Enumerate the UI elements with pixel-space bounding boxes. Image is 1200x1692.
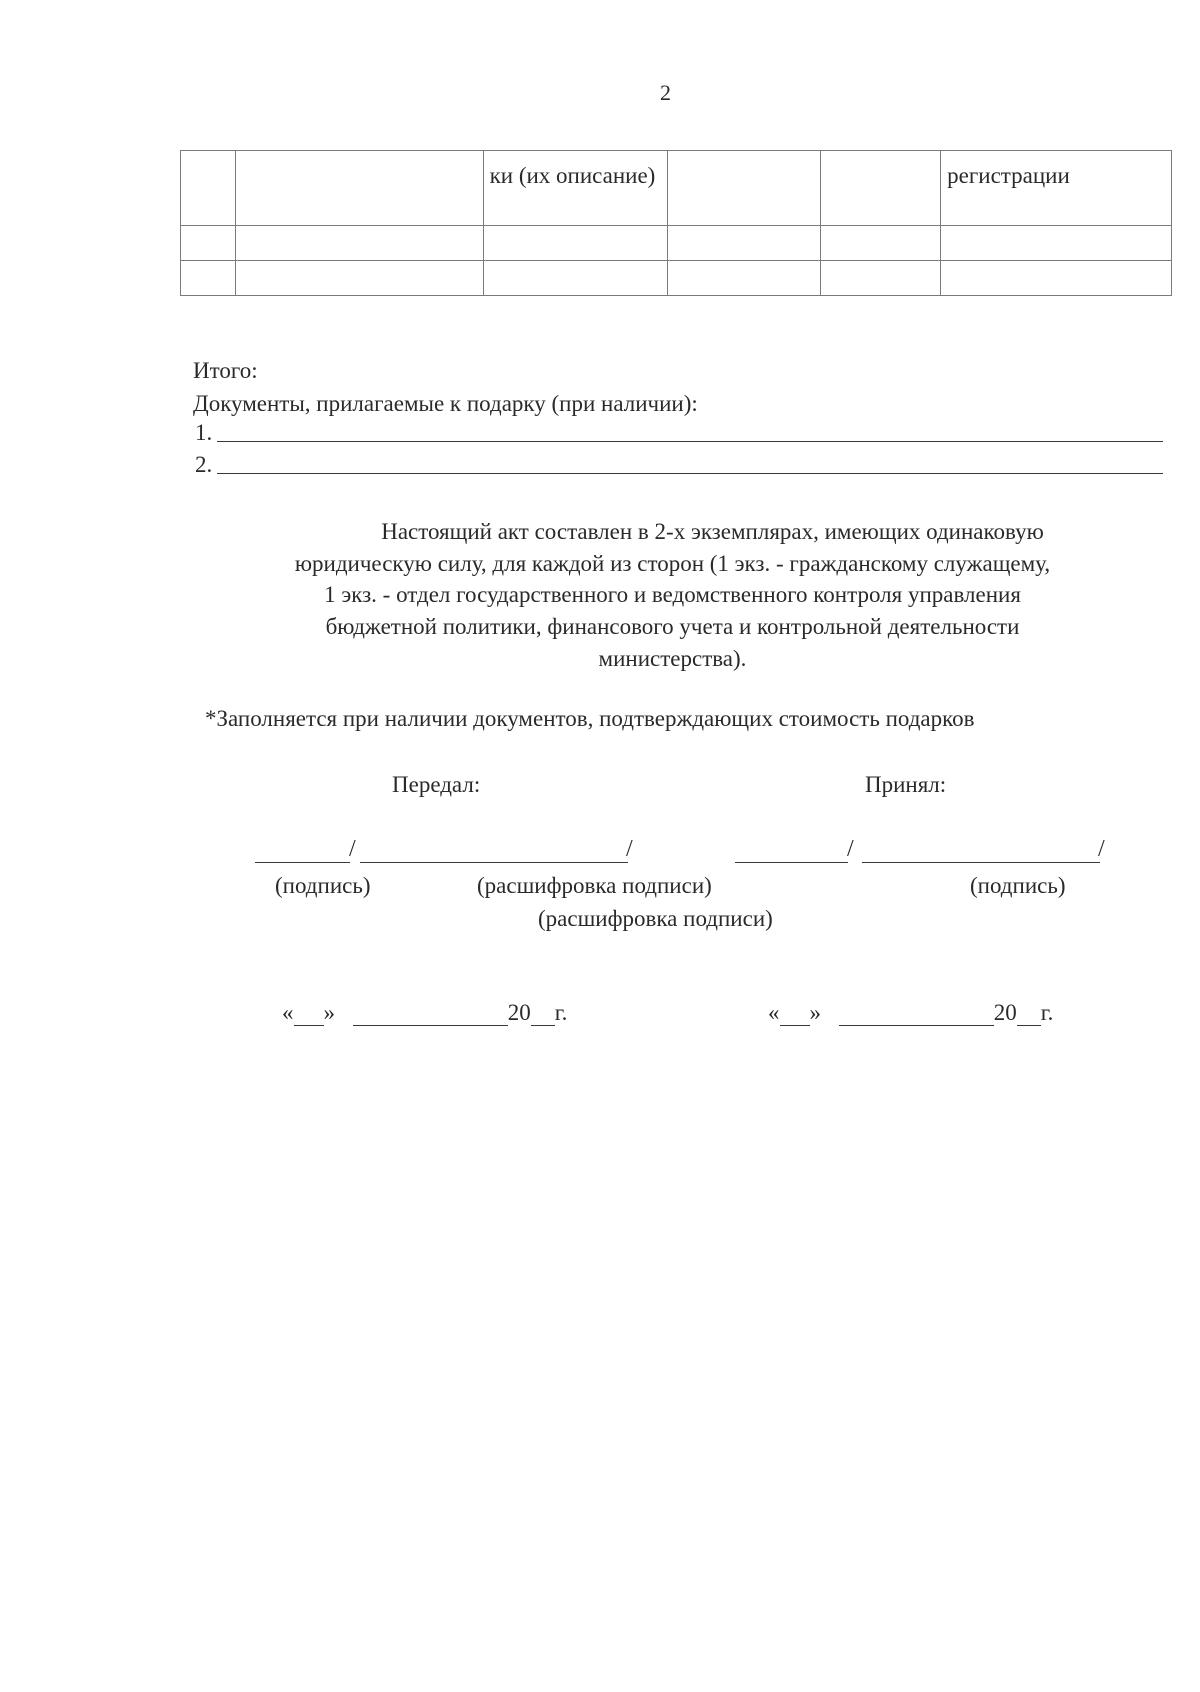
- year-blank: [531, 1003, 555, 1026]
- statement-line: Настоящий акт составлен в 2-х экземплярах, имеющих одинаковую: [381, 519, 1044, 544]
- table-cell: [668, 151, 821, 226]
- table-cell: ки (их описание): [483, 151, 668, 226]
- year-suffix: г.: [554, 1000, 568, 1025]
- date-line-left: [282, 1000, 567, 1026]
- passed-label: Передал:: [392, 772, 481, 797]
- signature-separator: /: [626, 836, 633, 862]
- table-cell: [181, 226, 236, 261]
- month-blank: [353, 1003, 508, 1026]
- close-quote: »: [323, 1000, 335, 1025]
- open-quote: «: [282, 1000, 294, 1025]
- gift-table: [180, 150, 1172, 296]
- document-item-line: [195, 452, 215, 478]
- accepted-label: Принял:: [865, 772, 947, 797]
- table-cell: [235, 261, 483, 296]
- year-suffix: г.: [1040, 1000, 1054, 1025]
- document-item-number: 2.: [195, 452, 213, 477]
- table-cell: [941, 261, 1172, 296]
- table-cell: регистрации: [941, 151, 1172, 226]
- table-cell: [821, 226, 941, 261]
- table-cell: [181, 261, 236, 296]
- month-blank: [839, 1003, 994, 1026]
- signature-caption: (подпись): [275, 873, 371, 898]
- page-number: 2: [660, 80, 671, 105]
- day-blank: [294, 1003, 324, 1026]
- statement-line: министерства).: [598, 645, 747, 671]
- statement-line: юридическую силу, для каждой из сторон (1 экз. - гражданскому служащему,: [294, 550, 1051, 576]
- signature-blank: [255, 862, 350, 863]
- table-cell: [181, 151, 236, 226]
- date-line-right: [768, 1000, 1053, 1026]
- year-blank: [1017, 1003, 1041, 1026]
- table-cell: [821, 261, 941, 296]
- day-blank: [780, 1003, 810, 1026]
- close-quote: »: [809, 1000, 821, 1025]
- table-cell: [235, 151, 483, 226]
- signature-separator: /: [349, 836, 356, 862]
- table-cell: [235, 226, 483, 261]
- table-cell: [941, 226, 1172, 261]
- document-item-blank: [217, 441, 1163, 442]
- document-item-blank: [217, 473, 1163, 474]
- total-label: Итого:: [193, 358, 258, 383]
- documents-label: Документы, прилагаемые к подарку (при наличии):: [193, 391, 698, 416]
- footnote: *Заполняется при наличии документов, подтверждающих стоимость подарков: [205, 706, 975, 731]
- signature-separator: /: [1098, 836, 1105, 862]
- document-item-line: [195, 420, 215, 446]
- statement-line: бюджетной политики, финансового учета и контрольной деятельности: [325, 614, 1020, 640]
- table-cell: [821, 151, 941, 226]
- table-cell: [483, 261, 668, 296]
- table-row: [181, 151, 1172, 226]
- document-item-number: 1.: [195, 420, 213, 445]
- decoding-caption: (расшифровка подписи): [477, 873, 712, 898]
- signature-decoding-blank: [360, 862, 628, 863]
- table-cell: [483, 226, 668, 261]
- decoding-caption-right: (расшифровка подписи): [538, 906, 773, 931]
- signature-separator: /: [847, 836, 854, 862]
- table-row: [181, 226, 1172, 261]
- table-cell: [668, 261, 821, 296]
- open-quote: «: [768, 1000, 780, 1025]
- signature-caption-right: (подпись): [970, 873, 1066, 898]
- statement-paragraph: [200, 516, 1145, 675]
- statement-line: 1 экз. - отдел государственного и ведомственного контроля управления: [324, 582, 1021, 608]
- year-prefix: 20: [507, 1000, 531, 1025]
- signature-blank: [735, 862, 848, 863]
- year-prefix: 20: [993, 1000, 1017, 1025]
- table-cell: [668, 226, 821, 261]
- table-row: [181, 261, 1172, 296]
- signature-decoding-blank: [862, 862, 1100, 863]
